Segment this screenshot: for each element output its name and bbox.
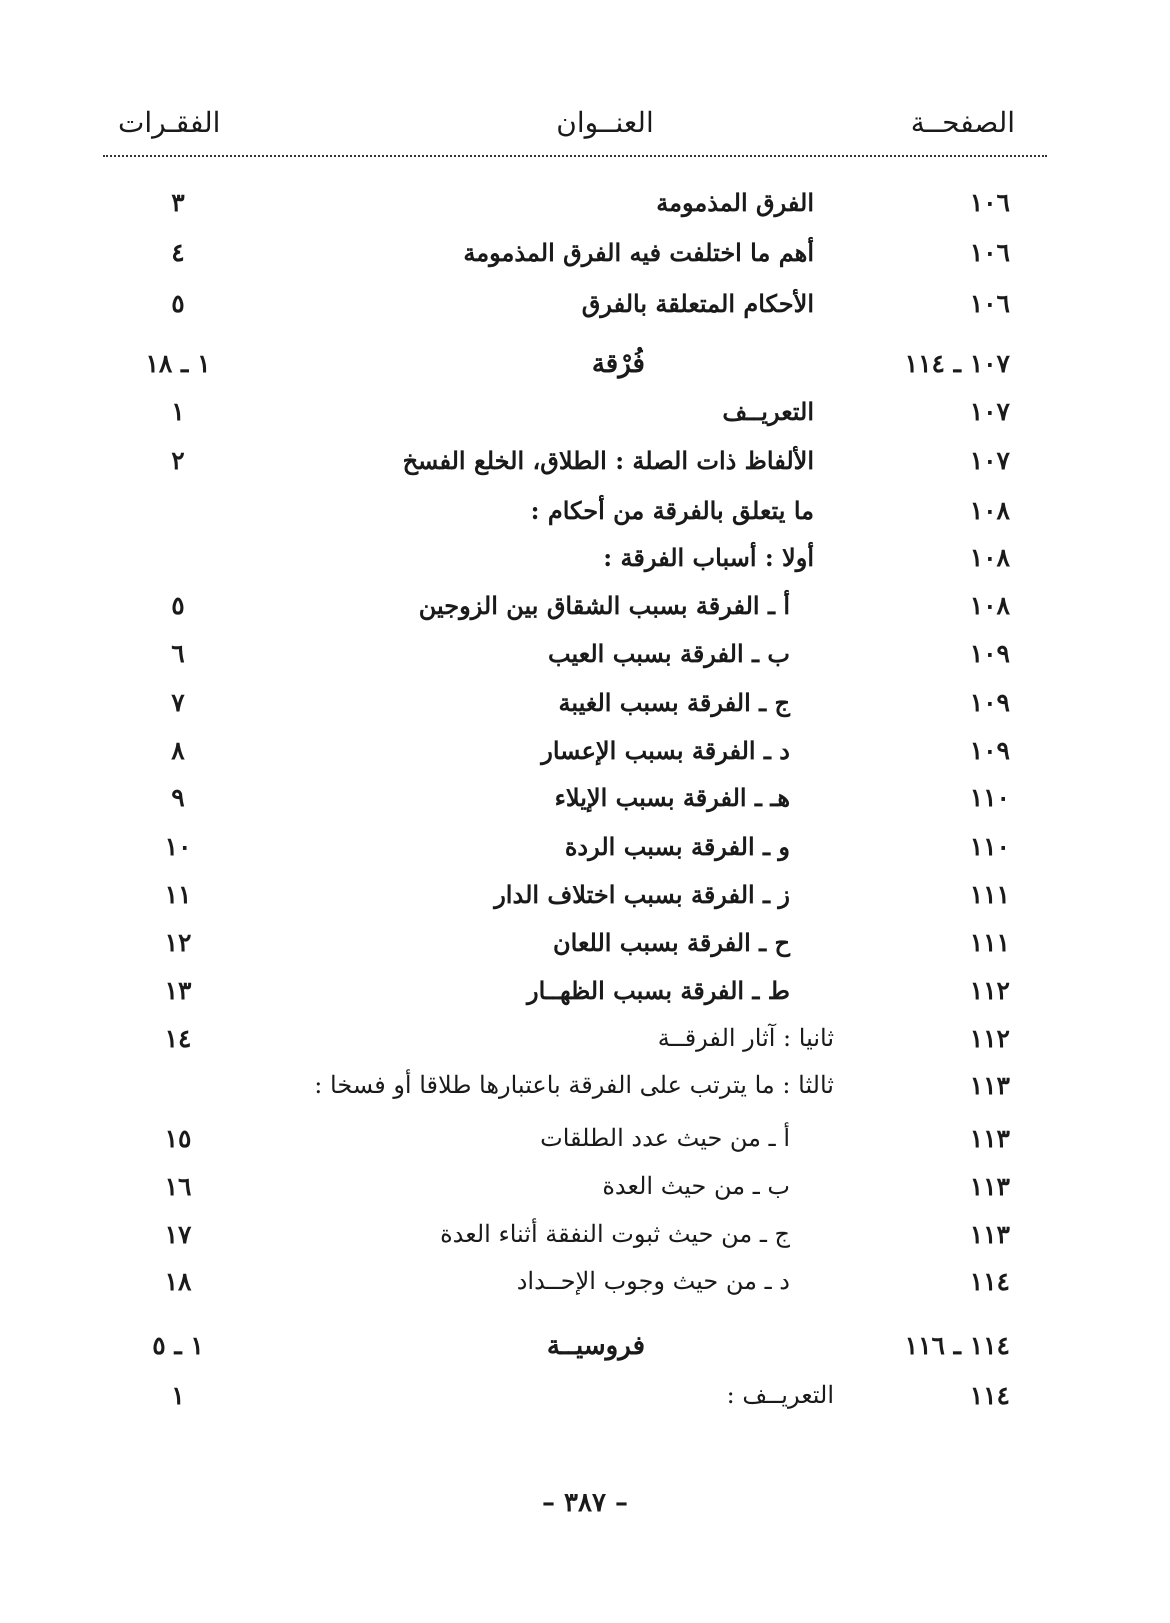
index-row	[0, 1220, 1170, 1260]
row-paragraph: ١٧	[164, 1220, 192, 1249]
row-title: ثالثا : ما يترتب على الفرقة باعتبارها طلاقا أو فسخا :	[314, 1071, 834, 1099]
row-paragraph: ١٣	[164, 976, 192, 1005]
row-page: ١٠٦	[969, 238, 1010, 267]
row-title: د ـ من حيث وجوب الإحــداد	[516, 1267, 790, 1295]
index-row	[0, 591, 1170, 631]
row-heading-title: فُرْقة	[591, 349, 645, 379]
index-row	[0, 783, 1170, 823]
row-page: ١١٣	[969, 1172, 1010, 1201]
index-row	[0, 188, 1170, 228]
row-page: ١١٣	[969, 1071, 1010, 1100]
row-title: التعريــف :	[726, 1381, 834, 1409]
row-page: ١٠٨	[969, 591, 1010, 620]
row-page: ١٠٦	[969, 289, 1010, 318]
row-page: ١٠٧	[969, 397, 1010, 426]
row-title: أهم ما اختلفت فيه الفرق المذمومة	[463, 238, 814, 267]
row-title: أولا : أسباب الفرقة :	[603, 543, 814, 572]
row-paragraph: ١١	[164, 880, 192, 909]
row-page: ١١١	[969, 880, 1010, 909]
row-title: ب ـ من حيث العدة	[602, 1172, 790, 1200]
row-paragraph-range: ١ ـ ١٨	[145, 349, 211, 378]
row-paragraph: ١٥	[164, 1124, 192, 1153]
row-title: التعريــف	[722, 397, 814, 426]
row-paragraph: ٧	[171, 688, 185, 717]
row-page: ١١٤	[969, 1267, 1010, 1296]
row-paragraph: ٩	[171, 783, 185, 812]
row-page: ١٠٩	[969, 736, 1010, 765]
row-title: الأحكام المتعلقة بالفرق	[581, 289, 814, 318]
row-title: الألفاظ ذات الصلة : الطلاق، الخلع الفسخ	[402, 446, 814, 475]
row-paragraph: ١٢	[164, 928, 192, 957]
row-page: ١١١	[969, 928, 1010, 957]
index-row	[0, 289, 1170, 329]
index-row	[0, 639, 1170, 679]
page-number: – ٣٨٧ –	[541, 1488, 629, 1518]
index-row	[0, 496, 1170, 536]
row-page: ١١٣	[969, 1124, 1010, 1153]
row-paragraph: ٣	[171, 188, 185, 217]
row-page: ١١٠	[969, 783, 1010, 812]
row-page: ١٠٨	[969, 543, 1010, 572]
row-title: ج ـ الفرقة بسبب الغيبة	[558, 688, 790, 717]
row-title: ثانيا : آثار الفرقــة	[657, 1024, 834, 1052]
row-page-range: ١١٤ ـ ١١٦	[904, 1331, 1010, 1360]
row-title: أ ـ الفرقة بسبب الشقاق بين الزوجين	[418, 591, 790, 620]
index-row	[0, 1071, 1170, 1111]
index-row	[0, 238, 1170, 278]
row-paragraph: ٤	[171, 238, 185, 267]
index-row	[0, 1124, 1170, 1164]
row-title: أ ـ من حيث عدد الطلقات	[540, 1124, 790, 1152]
row-title: ح ـ الفرقة بسبب اللعان	[553, 928, 790, 957]
row-page: ١٠٩	[969, 639, 1010, 668]
row-page: ١١٠	[969, 832, 1010, 861]
row-title: ط ـ الفرقة بسبب الظهــار	[527, 976, 790, 1005]
index-row	[0, 397, 1170, 437]
index-row	[0, 543, 1170, 583]
index-row	[0, 736, 1170, 776]
index-row	[0, 928, 1170, 968]
index-row	[0, 446, 1170, 486]
row-page: ١١٢	[969, 1024, 1010, 1053]
index-row-heading	[0, 1331, 1170, 1371]
row-heading-title: فروسيــة	[546, 1331, 645, 1361]
row-page: ١١٣	[969, 1220, 1010, 1249]
row-title: ب ـ الفرقة بسبب العيب	[547, 639, 790, 668]
row-paragraph: ١٠	[164, 832, 192, 861]
row-page: ١٠٨	[969, 496, 1010, 525]
row-title: ما يتعلق بالفرقة من أحكام :	[530, 496, 814, 525]
row-title: ز ـ الفرقة بسبب اختلاف الدار	[494, 880, 790, 909]
index-row	[0, 1024, 1170, 1064]
header-paragraphs-column: الفقـرات	[118, 106, 221, 139]
row-paragraph: ١	[171, 1381, 185, 1410]
row-page: ١٠٦	[969, 188, 1010, 217]
row-paragraph: ١٨	[164, 1267, 192, 1296]
row-page: ١١٢	[969, 976, 1010, 1005]
row-title: ج ـ من حيث ثبوت النفقة أثناء العدة	[440, 1220, 790, 1248]
row-page: ١٠٧	[969, 446, 1010, 475]
header-dotted-rule	[103, 155, 1047, 157]
row-paragraph: ١٤	[164, 1024, 192, 1053]
header-title-column: العنــوان	[556, 106, 654, 139]
row-title: د ـ الفرقة بسبب الإعسار	[541, 736, 790, 765]
index-row	[0, 688, 1170, 728]
index-row	[0, 1267, 1170, 1307]
row-paragraph: ٨	[171, 736, 185, 765]
row-paragraph: ٦	[171, 639, 185, 668]
row-title: الفرق المذمومة	[656, 188, 814, 217]
row-page-range: ١٠٧ ـ ١١٤	[904, 349, 1010, 378]
row-paragraph: ٥	[171, 591, 185, 620]
index-row	[0, 1172, 1170, 1212]
row-paragraph: ٥	[171, 289, 185, 318]
row-title: هـ ـ الفرقة بسبب الإيلاء	[554, 783, 790, 812]
index-row	[0, 1381, 1170, 1421]
index-row	[0, 832, 1170, 872]
header-page-column: الصفحــة	[910, 106, 1015, 139]
index-row-heading	[0, 349, 1170, 389]
index-row	[0, 880, 1170, 920]
row-paragraph: ١٦	[164, 1172, 192, 1201]
row-paragraph-range: ١ ـ ٥	[152, 1331, 204, 1360]
row-title: و ـ الفرقة بسبب الردة	[564, 832, 790, 861]
row-paragraph: ١	[171, 397, 185, 426]
row-paragraph: ٢	[171, 446, 185, 475]
index-row	[0, 976, 1170, 1016]
row-page: ١٠٩	[969, 688, 1010, 717]
row-page: ١١٤	[969, 1381, 1010, 1410]
